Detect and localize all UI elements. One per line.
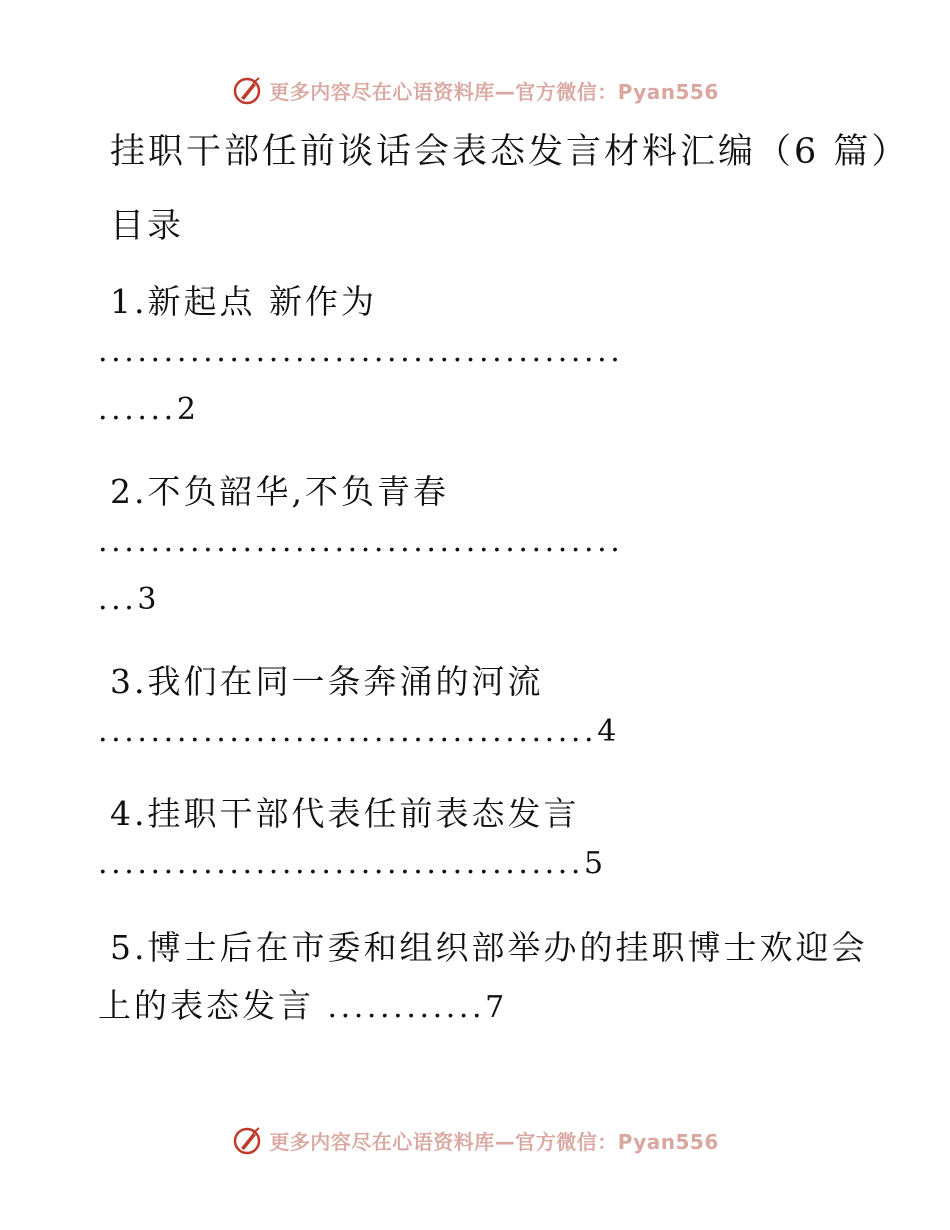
toc-page-number[interactable]: 3 — [137, 582, 157, 617]
quill-logo-icon — [231, 74, 263, 106]
toc-entry-continuation — [98, 846, 603, 881]
toc-entry-label[interactable]: 2.不负韶华,不负青春 — [110, 472, 449, 511]
toc-page-number[interactable]: 5 — [584, 846, 604, 881]
toc-leader-dots: ........................................ — [98, 334, 624, 369]
toc-entry-label[interactable]: 4.挂职干部代表任前表态发言 — [110, 794, 580, 833]
toc-entry-label[interactable]: 3.我们在同一条奔涌的河流 — [110, 662, 544, 701]
toc-heading: 目录 — [110, 206, 184, 246]
toc-entry-continuation — [98, 392, 196, 427]
watermark-text: 更多内容尽在心语资料库—官方微信：Pyan556 — [269, 1129, 719, 1154]
header-watermark — [0, 70, 950, 110]
toc-leader-dots: ...................................... — [98, 714, 598, 749]
toc-leader-dots: ............ — [327, 990, 486, 1025]
quill-logo-icon — [231, 1124, 263, 1156]
toc-entry-label[interactable]: 5.博士后在市委和组织部举办的挂职博士欢迎会 — [110, 928, 868, 967]
toc-leader-dots: ........................................ — [98, 524, 624, 559]
watermark-text: 更多内容尽在心语资料库—官方微信：Pyan556 — [269, 79, 719, 104]
toc-entry-label-line2[interactable]: 上的表态发言 — [98, 986, 328, 1025]
toc-page-number[interactable]: 7 — [485, 990, 505, 1025]
toc-leader-dots: ... — [98, 582, 138, 617]
toc-entry-label[interactable]: 1.新起点 新作为 — [110, 282, 377, 321]
footer-watermark — [0, 1120, 950, 1160]
toc-leader-dots: ..................................... — [98, 846, 585, 881]
toc-entry-continuation — [98, 582, 157, 617]
toc-leader-dots: ...... — [98, 392, 177, 427]
toc-page-number[interactable]: 2 — [176, 392, 196, 427]
toc-entry-continuation — [98, 714, 616, 749]
toc-page-number[interactable]: 4 — [597, 714, 617, 749]
toc-entry-continuation — [98, 980, 504, 1027]
document-title: 挂职干部任前谈话会表态发言材料汇编（6 篇） — [110, 132, 910, 172]
